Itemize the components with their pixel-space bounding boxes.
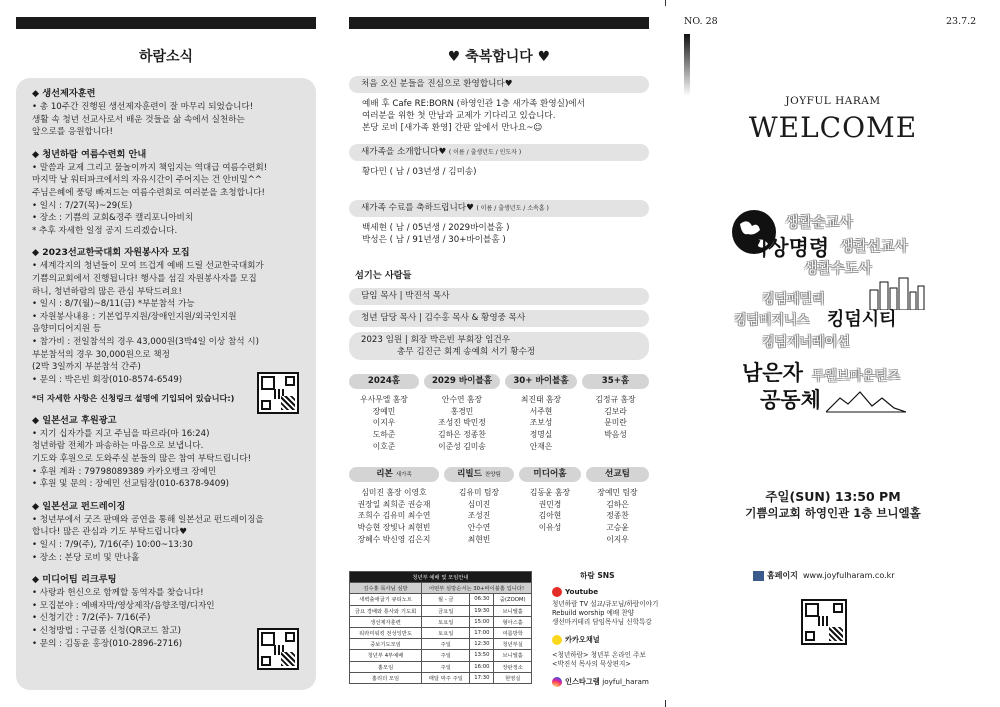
news-section-line: 생활 속 청년 선교사로서 배운 것들을 삶 속에서 실천하는 xyxy=(32,114,245,125)
top-bar-decoration xyxy=(16,17,316,29)
kakao-link[interactable]: 카카오채널 xyxy=(552,635,600,645)
bless-title: ♥ 축복합니다 ♥ xyxy=(447,49,551,65)
news-title: 하람소식 xyxy=(138,49,194,65)
slogan-life-missionary: 생활선교사 xyxy=(840,239,908,255)
brand-name: JOYFUL HARAM xyxy=(785,95,881,107)
qr-code-media-team[interactable] xyxy=(257,628,299,670)
news-section-line: • 문의 : 김동윤 홍장(010-2896-2716) xyxy=(32,638,183,649)
welcome-text: 예배 후 Cafe RE:BORN (하영인관 1층 새가족 환영실)에서 여러분을 위한 첫 만남과 교제가 기다리고 있습니다. 본당 로비 [새가족 환영] 간판 앞에서 만나요~☺ xyxy=(362,99,585,134)
youth-pastor-bar: 청년 담당 목사 | 김수홍 목사 & 황영중 목사 xyxy=(349,310,649,327)
home-pill: 2029 바이블홈 xyxy=(424,374,500,389)
news-section-line: • 후원 및 문의 : 장예민 선교팀장(010-6378-9409) xyxy=(32,479,230,490)
homepage-link[interactable]: 홈페이지 www.joyfulharam.co.kr xyxy=(753,570,895,581)
schedule-head: 청년부 예배 및 모임안내 xyxy=(350,572,532,583)
schedule-table: 청년부 예배 및 모임안내 김수홍 목사님 심방 어떤부 심방순서는 30+바이블홈 입니다! 새벽출애굽기 큐티노트 월 - 금 06:30 줌(ZOOM) 금요 경배와 통사와 기도회 금요일 19:30 브니엘홀 생선제자훈련 토요일 15:00 형아스홀 워라미워킹 전성잉반도 토요일 17:00 여름방학 중보기도모임 주일 12:30 청년부실 청년부 4부예배 주일 13:50 브니엘홀 홈모임 주일 16:00 장판정소 홈리더 모임 매달 막주 주일 17:30 현영실 xyxy=(349,571,532,684)
home-pill: 2024홈 xyxy=(349,374,419,389)
service-time: 주일(SUN) 13:50 PM xyxy=(765,489,901,504)
news-section xyxy=(32,500,306,564)
youtube-link[interactable]: Youtube xyxy=(552,587,598,597)
welcome-title: WELCOME xyxy=(748,111,918,144)
schedule-row: 생선제자훈련 토요일 15:00 형아스홀 xyxy=(350,616,532,627)
news-section-line: 주님은혜에 풍덩 빠져드는 여름수련회로 여러분을 초청합니다! xyxy=(32,187,265,198)
kakao-line: <청년하람> 청년부 온라인 주보 xyxy=(552,651,646,659)
news-section-line: 하니, 청년하람의 많은 관심 부탁드려요! xyxy=(32,286,182,297)
top-bar-decoration xyxy=(349,17,649,29)
team-pill: 선교팀 xyxy=(586,467,649,482)
news-section xyxy=(32,148,306,238)
news-section-line: • 지기 십자가를 지고 주님을 따르라(마 16:24) xyxy=(32,428,210,439)
instagram-icon xyxy=(552,677,562,687)
news-section-line: • 장소 : 본당 로비 및 만나홀 xyxy=(32,552,140,563)
home-members: 우사무엘 홈장 장예민 이지우 도하준 이호준 xyxy=(360,395,408,451)
schedule-row: 금요 경배와 통사와 기도회 금요일 19:30 브니엘홀 xyxy=(350,605,532,616)
issue-date: 23.7.2 xyxy=(946,16,977,27)
news-section-line: • 세계각지의 청년들이 모여 뜨겁게 예배 드릴 선교한국대회가 xyxy=(32,261,264,272)
sns-title: 하람 SNS xyxy=(580,571,615,580)
news-section-line: • 신청기간 : 7/2(주)- 7/16(주) xyxy=(32,613,151,624)
news-section-line: 음향미디어지원 등 xyxy=(32,324,102,335)
team-pill: 리본 새가족 xyxy=(349,467,439,482)
news-section-line: 앞으로를 응원합니다! xyxy=(32,127,113,138)
news-section-title: ◆ 일본선교 펀드레이징 xyxy=(32,500,126,512)
schedule-row: 홈모임 주일 16:00 장판정소 xyxy=(350,661,532,672)
newfamily-list: 황다민 ( 남 / 03년생 / 김미송) xyxy=(362,167,477,177)
welcome-bar: 처음 오신 분들을 진심으로 환영합니다♥ xyxy=(349,76,649,93)
youtube-icon xyxy=(552,587,562,597)
home-members: 안수연 홈장 홍경민 조성진 박민정 김하은 정종찬 이준성 김미송 xyxy=(438,395,486,451)
officers-bar: 2023 임원 | 회장 박은빈 부회장 임건우 총무 김진근 회계 송예희 서기 황수정 xyxy=(349,332,649,360)
news-section-title: ◆ 미디어팀 리크루팅 xyxy=(32,574,117,586)
team-members: 장예민 팀장 김하은 정종찬 고승윤 이지우 xyxy=(597,488,638,544)
home-members: 김정규 홈장 김보라 문미란 박음성 xyxy=(595,395,636,440)
kakao-line: <박진석 목사의 묵상편지> xyxy=(552,660,631,668)
qr-code-volunteer[interactable] xyxy=(257,372,299,414)
news-section-line: (2박 3일까지 부분참석 간주) xyxy=(32,362,141,373)
news-section-line: • 일시 : 8/7(월)~8/11(금) *부분참석 가능 xyxy=(32,299,195,310)
kakao-icon xyxy=(552,635,562,645)
news-section-line: • 모집분야 : 예배자막/영상제작/음향조명/디자인 xyxy=(32,600,215,611)
issue-number: NO. 28 xyxy=(684,16,718,27)
completion-list: 백세현 ( 남 / 05년생 / 2029바이블홈 ) 박성은 ( 남 / 91년생 / 30+바이블홈 ) xyxy=(362,223,510,246)
youtube-line: 청년하람 TV 설교/큐모님/하람이야기 xyxy=(552,600,659,608)
slogan-missionary-martyr: 생활순교사 xyxy=(785,215,853,231)
team-members: 심미진 홈장 이영호 권장일 최희준 권승재 조희수 김유미 최수연 박승현 장빛나 최현빈 장혜수 박신영 김은지 xyxy=(357,488,431,544)
schedule-row: 홈리더 모임 매달 막주 주일 17:30 현영실 xyxy=(350,672,532,683)
home-pill: 35+홈 xyxy=(582,374,649,389)
slogan-kingdom-generation: 킹덤제너레이션 xyxy=(762,335,850,350)
news-section-title: ◆ 일본선교 후원광고 xyxy=(32,414,117,426)
fold-mark xyxy=(665,0,666,6)
newfamily-bar: 새가족을 소개합니다♥ ( 이름 / 출생년도 / 인도자 ) xyxy=(349,144,649,161)
schedule-row: 워라미워킹 전성잉반도 토요일 17:00 여름방학 xyxy=(350,627,532,638)
senior-pastor-bar: 담임 목사 | 박진석 목사 xyxy=(349,288,649,305)
slogan-life-monk: 생활수도사 xyxy=(804,261,872,277)
news-section-line: • 일시 : 7/9(주), 7/16(주) 10:00~13:30 xyxy=(32,540,193,551)
slogan-kingdom-city: 킹덤시티 xyxy=(827,309,897,330)
service-place: 기쁨의교회 하영인관 1층 브니엘홀 xyxy=(745,506,921,520)
news-section-line: • 장소 : 기쁨의 교회&경주 캘리포니아비치 xyxy=(32,213,194,224)
servants-title: 섬기는 사람들 xyxy=(355,270,412,281)
completion-bar: 새가족 수료를 축하드립니다♥ ( 이름 / 출생년도 / 소속홈 ) xyxy=(349,200,649,217)
slogan-community: 공동체 xyxy=(760,387,821,412)
team-members: 김동윤 홈장 권민경 김아현 이유성 xyxy=(529,488,571,533)
news-section-line: • 청년부에서 굿즈 판매와 공연을 통해 일본선교 펀드레이징을 xyxy=(32,514,264,525)
news-section-line: 기도와 후원으로 도와주실 분들의 많은 참여 부탁드립니다! xyxy=(32,454,252,465)
news-section-line: • 총 10주간 진행된 생선제자훈련이 잘 마무리 되었습니다! xyxy=(32,102,254,112)
news-section-line: 기쁨의교회에서 진행됩니다! 행사를 섬길 자원봉사자를 모집 xyxy=(32,273,257,284)
news-section-line: • 일시 : 7/27(목)~29(토) xyxy=(32,200,133,211)
news-section xyxy=(32,87,306,139)
news-section-line: 부분참석의 경우 30,000원으로 책정 xyxy=(32,349,170,360)
mountains-icon xyxy=(826,388,906,414)
home-members: 최진태 홈장 서주현 조보성 정명실 안재은 xyxy=(520,395,562,451)
news-section-line: • 참가비 : 전일참석의 경우 43,000원(3박4일 이상 참석 시) xyxy=(32,336,259,347)
slogan-remnant: 남은자 xyxy=(742,360,803,385)
instagram-link[interactable]: 인스타그램 joyful_haram xyxy=(552,677,649,687)
youtube-line: Rebuild worship 예배 찬양 xyxy=(552,609,635,617)
news-section-line: 합니다! 많은 관심과 기도 부탁드립니다♥ xyxy=(32,527,187,538)
schedule-row: 청년부 4부예배 주일 13:50 브니엘홀 xyxy=(350,650,532,661)
team-pill: 리빌드 찬양팀 xyxy=(444,467,514,482)
news-section-line: 청년하람 전체가 파송하는 마음으로 보냅니다. xyxy=(32,441,204,452)
news-section-line: * 추후 자세한 일정 공지 드리겠습니다. xyxy=(32,225,178,236)
slogan-twelve-mountains: 투웰브마운틴즈 xyxy=(812,369,900,384)
qr-code-homepage[interactable] xyxy=(801,599,847,645)
youtube-line: 생선마커테리 담임목사님 신학특강 xyxy=(552,618,652,626)
news-section-line: • 사랑과 헌신으로 함께할 동역자를 찾습니다! xyxy=(32,588,204,599)
team-members: 김유미 팀장 심미진 조성진 안수연 최현빈 xyxy=(458,488,500,544)
news-section-line: • 문의 : 박은빈 회장(010-8574-6549) xyxy=(32,374,183,385)
news-section-line: • 후원 계좌 : 79798089389 카카오뱅크 장예민 xyxy=(32,466,217,477)
slogan-great-commission: 지상명령 xyxy=(748,235,830,260)
home-pill: 30+ 바이블홈 xyxy=(505,374,577,389)
news-section-line: • 신청방법 : 구글폼 신청(QR코드 참고) xyxy=(32,626,181,636)
news-section-line: • 말씀과 교제 그리고 물놀이까지 책임지는 역대급 여름수련회! xyxy=(32,162,268,173)
slogan-kingdom-family: 킹덤패밀리 xyxy=(762,292,825,307)
homepage-icon xyxy=(753,571,764,581)
news-section xyxy=(32,414,306,491)
news-section-line: • 자원봉사내용 : 기본업무지원/장애인지원/외국인지원 xyxy=(32,311,237,322)
news-section-line: 마지막 날 워터파크에서의 자유시간이 주어지는 건 안비밀^^ xyxy=(32,175,263,186)
news-section-line: *더 자세한 사항은 신청링크 설명에 기입되어 있습니다:) xyxy=(32,393,235,404)
news-section-title: ◆ 생선제자훈련 xyxy=(32,88,96,99)
schedule-row: 새벽출애굽기 큐티노트 월 - 금 06:30 줌(ZOOM) xyxy=(350,594,532,605)
schedule-row: 중보기도모임 주일 12:30 청년부실 xyxy=(350,639,532,650)
news-section-title: ◆ 청년하람 여름수련회 안내 xyxy=(32,148,147,160)
slogan-kingdom-business: 킹덤비지니스 xyxy=(734,313,810,328)
gradient-bar xyxy=(684,34,690,96)
team-pill: 미디어홈 xyxy=(519,467,581,482)
fold-mark xyxy=(665,700,666,707)
news-section-title: ◆ 2023선교한국대회 자원봉사자 모집 xyxy=(32,247,190,259)
